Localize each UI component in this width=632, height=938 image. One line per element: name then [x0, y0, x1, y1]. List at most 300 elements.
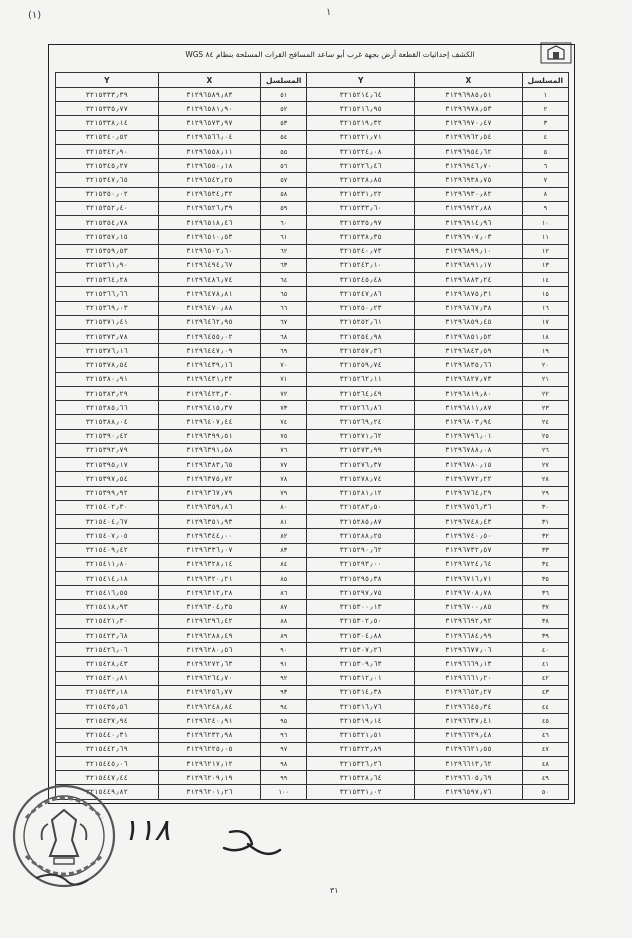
cell-x-left: ٣١٢٩٦٥٥٨٫١١: [158, 144, 261, 158]
cell-x-left: ٣١٢٩٦٣٢٨٫١٤: [158, 557, 261, 571]
cell-serial-right: ٣٤: [522, 557, 568, 571]
cell-serial-left: ٨٦: [261, 586, 307, 600]
cell-y-left: ٣٢١٥٣٩٧٫٥٤: [56, 472, 159, 486]
page-number-top: ١: [326, 7, 332, 18]
table-row: [56, 386, 569, 400]
cell-y-left: ٣٢١٥٤٠٧٫٠٥: [56, 529, 159, 543]
cell-y-right: ٣٢١٥٢١٤٫٦٤: [307, 88, 415, 102]
cell-x-right: ٣١٢٩٦٨٩١٫١٧: [415, 258, 523, 272]
cell-serial-right: ٢١: [522, 372, 568, 386]
table-row: [56, 130, 569, 144]
cell-serial-right: ٣٢: [522, 529, 568, 543]
cell-x-left: ٣١٢٩٦٢٢٥٫٠٥: [158, 742, 261, 756]
cell-y-left: ٣٢١٥٤١١٫٨٠: [56, 557, 159, 571]
cell-y-right: ٣٢١٥٢٩٠٫٦٢: [307, 543, 415, 557]
cell-y-right: ٣٢١٥٣٠٩٫٦٣: [307, 657, 415, 671]
table-row: [56, 372, 569, 386]
table-row: [56, 187, 569, 201]
cell-y-right: ٣٢١٥٣١٦٫٧٦: [307, 700, 415, 714]
cell-y-right: ٣٢١٥٢٢١٫٧١: [307, 130, 415, 144]
cell-serial-right: ٤٩: [522, 771, 568, 785]
cell-y-left: ٣٢١٥٤٤٥٫٠٦: [56, 757, 159, 771]
column-header-serial-right: المسلسل: [522, 73, 568, 88]
table-row: [56, 685, 569, 699]
cell-serial-right: ٢٦: [522, 443, 568, 457]
table-row: [56, 201, 569, 215]
cell-y-right: ٣٢١٥٣١٢٫٠١: [307, 671, 415, 685]
cell-y-left: ٣٢١٥٣٤٧٫٦٥: [56, 173, 159, 187]
cell-y-right: ٣٢١٥٢٥٤٫٩٨: [307, 329, 415, 343]
cell-y-left: ٣٢١٥٤٠٩٫٤٢: [56, 543, 159, 557]
cell-y-right: ٣٢١٥٣٢٦٫٢٦: [307, 757, 415, 771]
cell-x-right: ٣١٢٩٦٩٢٢٫٨٨: [415, 201, 523, 215]
cell-y-left: ٣٢١٥٤٢٣٫٦٨: [56, 628, 159, 642]
cell-y-right: ٣٢١٥٢٨٥٫٨٧: [307, 515, 415, 529]
table-row: [56, 614, 569, 628]
page-number-bottom: ٣١: [330, 886, 339, 895]
cell-serial-left: ٩٤: [261, 700, 307, 714]
cell-x-right: ٣١٢٩٦٧٨٨٫٠٨: [415, 443, 523, 457]
cell-serial-right: ١٣: [522, 258, 568, 272]
cell-y-left: ٣٢١٥٣٣٨٫١٤: [56, 116, 159, 130]
cell-serial-left: ٧١: [261, 372, 307, 386]
cell-x-right: ٣١٢٩٦٨٩٩٫١٠: [415, 244, 523, 258]
cell-x-right: ٣١٢٩٦٨٠٣٫٩٤: [415, 415, 523, 429]
cell-y-right: ٣٢١٥٢٩٧٫٧٥: [307, 586, 415, 600]
cell-y-right: ٣٢١٥٢٧١٫٦٢: [307, 429, 415, 443]
cell-x-right: ٣١٢٩٦٧٧٢٫٢٢: [415, 472, 523, 486]
cell-x-left: ٣١٢٩٦٣٦٧٫٧٩: [158, 486, 261, 500]
cell-x-left: ٣١٢٩٦٤٣١٫٢٣: [158, 372, 261, 386]
table-row: [56, 258, 569, 272]
cell-serial-left: ٦٥: [261, 287, 307, 301]
cell-x-right: ٣١٢٩٦٧٦٤٫٢٩: [415, 486, 523, 500]
table-row: [56, 344, 569, 358]
official-seal-icon: [6, 778, 126, 898]
cell-x-right: ٣١٢٩٦٩٣٨٫٧٥: [415, 173, 523, 187]
cell-x-right: ٣١٢٩٦٨٢٧٫٧٣: [415, 372, 523, 386]
cell-x-left: ٣١٢٩٦٣٢٠٫٢١: [158, 571, 261, 585]
cell-serial-left: ٨٨: [261, 614, 307, 628]
cell-y-right: ٣٢١٥٢٧٦٫٣٧: [307, 458, 415, 472]
cell-serial-right: ١٢: [522, 244, 568, 258]
cell-y-right: ٣٢١٥٣٠٤٫٨٨: [307, 628, 415, 642]
table-row: [56, 657, 569, 671]
cell-x-right: ٣١٢٩٦٩٣٠٫٨٢: [415, 187, 523, 201]
cell-y-right: ٣٢١٥٣٠٢٫٥٠: [307, 614, 415, 628]
cell-x-left: ٣١٢٩٦٢٨٨٫٤٩: [158, 628, 261, 642]
cell-y-right: ٣٢١٥٢٢٤٫٠٨: [307, 144, 415, 158]
cell-y-left: ٣٢١٥٣٥٩٫٥٣: [56, 244, 159, 258]
cell-serial-right: ٦: [522, 159, 568, 173]
cell-y-right: ٣٢١٥٢٦٩٫٢٤: [307, 415, 415, 429]
cell-x-left: ٣١٢٩٦٣١٢٫٢٨: [158, 586, 261, 600]
cell-x-right: ٣١٢٩٦٨٥٩٫٤٥: [415, 315, 523, 329]
cell-x-right: ٣١٢٩٦٩٨٥٫٥١: [415, 88, 523, 102]
cell-y-left: ٣٢١٥٤٢١٫٣٠: [56, 614, 159, 628]
cell-y-right: ٣٢١٥٢٢٦٫٤٦: [307, 159, 415, 173]
column-header-x-left: X: [158, 73, 261, 88]
page-label: (١): [28, 10, 42, 21]
cell-serial-left: ٥١: [261, 88, 307, 102]
table-row: [56, 315, 569, 329]
cell-serial-left: ٩١: [261, 657, 307, 671]
cell-x-left: ٣١٢٩٦٢٣٢٫٩٨: [158, 728, 261, 742]
cell-serial-right: ٣: [522, 116, 568, 130]
cell-serial-left: ٨١: [261, 515, 307, 529]
cell-serial-right: ٣٥: [522, 571, 568, 585]
cell-serial-left: ٥٥: [261, 144, 307, 158]
cell-serial-right: ٤٠: [522, 643, 568, 657]
table-row: [56, 458, 569, 472]
cell-y-left: ٣٢١٥٤٣٠٫٨١: [56, 671, 159, 685]
table-row: [56, 500, 569, 514]
table-row: [56, 173, 569, 187]
cell-x-right: ٣١٢٩٦٧٠٠٫٨٥: [415, 600, 523, 614]
cell-x-left: ٣١٢٩٦٥٠٢٫٦٠: [158, 244, 261, 258]
cell-x-left: ٣١٢٩٦٤٩٤٫٦٧: [158, 258, 261, 272]
table-row: [56, 700, 569, 714]
cell-y-left: ٣٢١٥٣٧٣٫٧٨: [56, 329, 159, 343]
emblem-logo-icon: [540, 42, 572, 64]
cell-serial-left: ٨٥: [261, 571, 307, 585]
cell-x-right: ٣١٢٩٦٩٤٦٫٧٠: [415, 159, 523, 173]
cell-y-left: ٣٢١٥٣٨٠٫٩١: [56, 372, 159, 386]
cell-y-left: ٣٢١٥٣٧٨٫٥٤: [56, 358, 159, 372]
cell-serial-right: ٣٨: [522, 614, 568, 628]
cell-serial-left: ٥٤: [261, 130, 307, 144]
cell-y-left: ٣٢١٥٤٠٤٫٦٧: [56, 515, 159, 529]
cell-y-right: ٣٢١٥٣١٩٫١٤: [307, 714, 415, 728]
cell-x-left: ٣١٢٩٦٤٥٥٫٠٢: [158, 329, 261, 343]
cell-serial-right: ٣٩: [522, 628, 568, 642]
cell-serial-left: ٦٣: [261, 258, 307, 272]
cell-x-right: ٣١٢٩٦٥٩٧٫٧٦: [415, 785, 523, 800]
table-row: [56, 358, 569, 372]
table-row: [56, 728, 569, 742]
cell-y-left: ٣٢١٥٣٩٥٫١٧: [56, 458, 159, 472]
cell-x-left: ٣١٢٩٦٢٦٤٫٧٠: [158, 671, 261, 685]
cell-x-right: ٣١٢٩٦٩٧٨٫٥٣: [415, 102, 523, 116]
cell-y-left: ٣٢١٥٤٤٧٫٤٤: [56, 771, 159, 785]
cell-serial-left: ٥٢: [261, 102, 307, 116]
cell-y-left: ٣٢١٥٣٨٣٫٢٩: [56, 386, 159, 400]
cell-x-left: ٣١٢٩٦٥٨١٫٩٠: [158, 102, 261, 116]
table-row: [56, 742, 569, 756]
table-row: [56, 543, 569, 557]
cell-serial-left: ٦١: [261, 230, 307, 244]
cell-y-left: ٣٢١٥٣٧١٫٤١: [56, 315, 159, 329]
cell-x-left: ٣١٢٩٦٤٠٧٫٤٤: [158, 415, 261, 429]
table-row: [56, 159, 569, 173]
cell-serial-left: ٩٠: [261, 643, 307, 657]
cell-y-left: ٣٢١٥٤٣٥٫٥٦: [56, 700, 159, 714]
cell-serial-right: ١٨: [522, 329, 568, 343]
cell-serial-left: ٧٢: [261, 386, 307, 400]
cell-serial-left: ٦٦: [261, 301, 307, 315]
cell-y-right: ٣٢١٥٣٢٨٫٦٤: [307, 771, 415, 785]
cell-y-left: ٣٢١٥٣٥٧٫١٥: [56, 230, 159, 244]
cell-x-left: ٣١٢٩٦٤٢٣٫٣٠: [158, 386, 261, 400]
cell-x-right: ٣١٢٩٦٩٥٤٫٦٢: [415, 144, 523, 158]
cell-x-left: ٣١٢٩٦٣٣٦٫٠٧: [158, 543, 261, 557]
cell-x-left: ٣١٢٩٦٢٤٠٫٩١: [158, 714, 261, 728]
cell-x-right: ٣١٢٩٦٨٦٧٫٣٨: [415, 301, 523, 315]
table-row: [56, 102, 569, 116]
cell-serial-right: ١٧: [522, 315, 568, 329]
cell-x-right: ٣١٢٩٦٨٧٥٫٣١: [415, 287, 523, 301]
cell-x-right: ٣١٢٩٦٧٥٦٫٣٦: [415, 500, 523, 514]
cell-serial-left: ٩٦: [261, 728, 307, 742]
cell-serial-left: ٦٨: [261, 329, 307, 343]
cell-serial-right: ١١: [522, 230, 568, 244]
cell-y-right: ٣٢١٥٣٢٣٫٨٩: [307, 742, 415, 756]
cell-serial-left: ٩٧: [261, 742, 307, 756]
cell-serial-left: ٩٥: [261, 714, 307, 728]
cell-x-left: ٣١٢٩٦٤٨٦٫٧٤: [158, 273, 261, 287]
cell-serial-right: ٤٦: [522, 728, 568, 742]
cell-x-left: ٣١٢٩٦٢٠١٫٢٦: [158, 785, 261, 800]
cell-serial-right: ٢٩: [522, 486, 568, 500]
cell-serial-left: ٩٨: [261, 757, 307, 771]
table-row: [56, 586, 569, 600]
table-row: [56, 301, 569, 315]
table-row: [56, 714, 569, 728]
cell-x-right: ٣١٢٩٦٦٢٩٫٤٨: [415, 728, 523, 742]
cell-x-left: ٣١٢٩٦٣٧٥٫٧٢: [158, 472, 261, 486]
table-row: [56, 472, 569, 486]
cell-serial-left: ٧٩: [261, 486, 307, 500]
cell-x-right: ٣١٢٩٦٦٩٢٫٩٢: [415, 614, 523, 628]
table-row: [56, 515, 569, 529]
cell-x-right: ٣١٢٩٦٨٤٣٫٥٩: [415, 344, 523, 358]
table-row: [56, 443, 569, 457]
cell-y-right: ٣٢١٥٢٨٨٫٢٥: [307, 529, 415, 543]
cell-serial-right: ٣٧: [522, 600, 568, 614]
cell-x-left: ٣١٢٩٦٢٧٢٫٦٣: [158, 657, 261, 671]
cell-y-right: ٣٢١٥٢٤٠٫٧٣: [307, 244, 415, 258]
cell-y-right: ٣٢١٥٢٣٣٫٦٠: [307, 201, 415, 215]
cell-y-right: ٣٢١٥٢٦٤٫٤٩: [307, 386, 415, 400]
cell-serial-right: ٣٠: [522, 500, 568, 514]
cell-y-left: ٣٢١٥٤٣٧٫٩٤: [56, 714, 159, 728]
cell-serial-left: ٧٠: [261, 358, 307, 372]
cell-x-right: ٣١٢٩٦٧٠٨٫٧٨: [415, 586, 523, 600]
cell-serial-left: ٨٤: [261, 557, 307, 571]
cell-y-left: ٣٢١٥٣٤٠٫٥٢: [56, 130, 159, 144]
cell-x-right: ٣١٢٩٦٦٣٧٫٤١: [415, 714, 523, 728]
table-row: [56, 415, 569, 429]
cell-y-left: ٣٢١٥٣٤٥٫٢٧: [56, 159, 159, 173]
cell-serial-left: ٦٢: [261, 244, 307, 258]
table-row: [56, 144, 569, 158]
cell-y-right: ٣٢١٥٢٥٧٫٣٦: [307, 344, 415, 358]
cell-serial-right: ١٥: [522, 287, 568, 301]
cell-serial-left: ٨٠: [261, 500, 307, 514]
table-row: [56, 88, 569, 102]
cell-y-right: ٣٢١٥٢٧٣٫٩٩: [307, 443, 415, 457]
cell-y-left: ٣٢١٥٣٦٤٫٢٨: [56, 273, 159, 287]
cell-y-right: ٣٢١٥٢٧٨٫٧٤: [307, 472, 415, 486]
cell-serial-left: ٥٣: [261, 116, 307, 130]
cell-serial-left: ٨٢: [261, 529, 307, 543]
cell-x-left: ٣١٢٩٦٢٥٦٫٧٧: [158, 685, 261, 699]
cell-serial-left: ٧٣: [261, 401, 307, 415]
cell-x-left: ٣١٢٩٦٥٢٦٫٣٩: [158, 201, 261, 215]
cell-y-right: ٣٢١٥٢٣٨٫٣٥: [307, 230, 415, 244]
cell-x-left: ٣١٢٩٦٥٥٠٫١٨: [158, 159, 261, 173]
cell-y-left: ٣٢١٥٣٨٥٫٦٦: [56, 401, 159, 415]
coordinates-table: [55, 72, 569, 800]
cell-serial-left: ٩٣: [261, 685, 307, 699]
cell-x-right: ٣١٢٩٦٧٩٦٫٠١: [415, 429, 523, 443]
cell-y-right: ٣٢١٥٢٤٣٫١٠: [307, 258, 415, 272]
cell-y-left: ٣٢١٥٤٢٦٫٠٦: [56, 643, 159, 657]
cell-y-left: ٣٢١٥٤١٦٫٥٥: [56, 586, 159, 600]
cell-serial-right: ٢٠: [522, 358, 568, 372]
cell-serial-left: ٨٩: [261, 628, 307, 642]
table-row: [56, 216, 569, 230]
cell-x-right: ٣١٢٩٦٦٥٣٫٢٧: [415, 685, 523, 699]
cell-x-left: ٣١٢٩٦٣٥٩٫٨٦: [158, 500, 261, 514]
cell-x-right: ٣١٢٩٦٨٣٥٫٦٦: [415, 358, 523, 372]
cell-x-right: ٣١٢٩٦٩٦٢٫٥٤: [415, 130, 523, 144]
cell-x-left: ٣١٢٩٦٣٩١٫٥٨: [158, 443, 261, 457]
cell-x-left: ٣١٢٩٦٥٤٢٫٢٥: [158, 173, 261, 187]
handwritten-signature: [120, 800, 320, 884]
cell-x-left: ٣١٢٩٦٤١٥٫٣٧: [158, 401, 261, 415]
cell-y-right: ٣٢١٥٢٥٠٫٢٣: [307, 301, 415, 315]
cell-serial-right: ٨: [522, 187, 568, 201]
column-header-y-left: Y: [56, 73, 159, 88]
cell-x-left: ٣١٢٩٦٤٣٩٫١٦: [158, 358, 261, 372]
table-header-row: [56, 73, 569, 88]
cell-x-left: ٣١٢٩٦٥٦٦٫٠٤: [158, 130, 261, 144]
cell-y-right: ٣٢١٥٢٤٥٫٤٨: [307, 273, 415, 287]
table-row: [56, 557, 569, 571]
cell-y-left: ٣٢١٥٤١٨٫٩٣: [56, 600, 159, 614]
cell-x-left: ٣١٢٩٦٥١٨٫٤٦: [158, 216, 261, 230]
cell-x-left: ٣١٢٩٦٥٣٤٫٣٢: [158, 187, 261, 201]
table-row: [56, 401, 569, 415]
cell-y-right: ٣٢١٥٢٥٢٫٦١: [307, 315, 415, 329]
cell-x-right: ٣١٢٩٦٩٧٠٫٤٧: [415, 116, 523, 130]
cell-x-right: ٣١٢٩٦٩١٤٫٩٦: [415, 216, 523, 230]
cell-serial-left: ٦٤: [261, 273, 307, 287]
cell-y-right: ٣٢١٥٢٦٦٫٨٦: [307, 401, 415, 415]
cell-x-left: ٣١٢٩٦٣٨٣٫٦٥: [158, 458, 261, 472]
cell-serial-right: ٢٨: [522, 472, 568, 486]
cell-serial-right: ٢٢: [522, 386, 568, 400]
cell-x-right: ٣١٢٩٦٩٠٧٫٠٣: [415, 230, 523, 244]
cell-serial-left: ٧٧: [261, 458, 307, 472]
cell-y-right: ٣٢١٥٣٢١٫٥١: [307, 728, 415, 742]
cell-x-right: ٣١٢٩٦٧٤٠٫٥٠: [415, 529, 523, 543]
cell-serial-right: ٤٧: [522, 742, 568, 756]
cell-serial-right: ١٤: [522, 273, 568, 287]
table-row: [56, 287, 569, 301]
cell-x-left: ٣١٢٩٦٥١٠٫٥٣: [158, 230, 261, 244]
cell-x-left: ٣١٢٩٦٣٤٤٫٠٠: [158, 529, 261, 543]
cell-y-left: ٣٢١٥٤٤٢٫٦٩: [56, 742, 159, 756]
cell-x-right: ٣١٢٩٦٨٥١٫٥٢: [415, 329, 523, 343]
cell-y-left: ٣٢١٥٣٥٢٫٤٠: [56, 201, 159, 215]
cell-y-right: ٣٢١٥٢١٦٫٩٥: [307, 102, 415, 116]
cell-x-left: ٣١٢٩٦٥٧٣٫٩٧: [158, 116, 261, 130]
cell-y-left: ٣٢١٥٤١٤٫١٨: [56, 571, 159, 585]
cell-x-left: ٣١٢٩٦٢٨٠٫٥٦: [158, 643, 261, 657]
cell-x-left: ٣١٢٩٦٣٠٤٫٣٥: [158, 600, 261, 614]
cell-serial-left: ٧٦: [261, 443, 307, 457]
table-row: [56, 116, 569, 130]
cell-y-right: ٣٢١٥٣١٤٫٣٨: [307, 685, 415, 699]
cell-y-right: ٣٢١٥٢٣١٫٢٢: [307, 187, 415, 201]
cell-x-left: ٣١٢٩٦٢١٧٫١٢: [158, 757, 261, 771]
cell-y-left: ٣٢١٥٣٧٦٫١٦: [56, 344, 159, 358]
cell-x-right: ٣١٢٩٦٧٢٤٫٦٤: [415, 557, 523, 571]
cell-serial-right: ١٠: [522, 216, 568, 230]
cell-y-right: ٣٢١٥٣٠٠٫١٣: [307, 600, 415, 614]
cell-x-right: ٣١٢٩٦٦٨٤٫٩٩: [415, 628, 523, 642]
cell-y-right: ٣٢١٥٢٩٣٫٠٠: [307, 557, 415, 571]
cell-y-left: ٣٢١٥٤٣٣٫١٨: [56, 685, 159, 699]
cell-serial-left: ٦٧: [261, 315, 307, 329]
cell-serial-right: ٢٥: [522, 429, 568, 443]
column-header-y-right: Y: [307, 73, 415, 88]
column-header-x-right: X: [415, 73, 523, 88]
cell-x-right: ٣١٢٩٦٨١٩٫٨٠: [415, 386, 523, 400]
cell-serial-right: ١: [522, 88, 568, 102]
cell-serial-right: ٢٣: [522, 401, 568, 415]
cell-y-left: ٣٢١٥٣٩٠٫٤٢: [56, 429, 159, 443]
cell-x-right: ٣١٢٩٦٦٦٩٫١٣: [415, 657, 523, 671]
cell-serial-right: ٤٣: [522, 685, 568, 699]
cell-x-left: ٣١٢٩٦٣٩٩٫٥١: [158, 429, 261, 443]
table-row: [56, 785, 569, 800]
table-row: [56, 244, 569, 258]
cell-y-left: ٣٢١٥٣٥٠٫٠٢: [56, 187, 159, 201]
table-row: [56, 600, 569, 614]
cell-serial-right: ٣١: [522, 515, 568, 529]
cell-x-left: ٣١٢٩٦٥٨٩٫٨٣: [158, 88, 261, 102]
signature-number-icon: [120, 800, 320, 880]
cell-y-right: ٣٢١٥٢٩٥٫٣٨: [307, 571, 415, 585]
table-row: [56, 273, 569, 287]
cell-serial-left: ٨٧: [261, 600, 307, 614]
cell-x-left: ٣١٢٩٦٣٥١٫٩٣: [158, 515, 261, 529]
cell-serial-left: ٧٨: [261, 472, 307, 486]
cell-x-right: ٣١٢٩٦٦٢١٫٥٥: [415, 742, 523, 756]
cell-x-left: ٣١٢٩٦٢٠٩٫١٩: [158, 771, 261, 785]
table-row: [56, 671, 569, 685]
cell-serial-right: ٧: [522, 173, 568, 187]
cell-serial-right: ٥: [522, 144, 568, 158]
table-row: [56, 486, 569, 500]
cell-y-left: ٣٢١٥٣٩٢٫٧٩: [56, 443, 159, 457]
cell-serial-right: ٩: [522, 201, 568, 215]
cell-x-left: ٣١٢٩٦٤٦٢٫٩٥: [158, 315, 261, 329]
cell-serial-right: ٤١: [522, 657, 568, 671]
table-row: [56, 571, 569, 585]
signature-number: ١١٨: [122, 813, 171, 848]
cell-y-right: ٣٢١٥٢١٩٫٣٢: [307, 116, 415, 130]
cell-serial-right: ٢٤: [522, 415, 568, 429]
cell-x-right: ٣١٢٩٦٦٦١٫٢٠: [415, 671, 523, 685]
table-body: [56, 88, 569, 800]
cell-y-left: ٣٢١٥٣٦١٫٩٠: [56, 258, 159, 272]
cell-x-right: ٣١٢٩٦٧١٦٫٧١: [415, 571, 523, 585]
table-row: [56, 757, 569, 771]
